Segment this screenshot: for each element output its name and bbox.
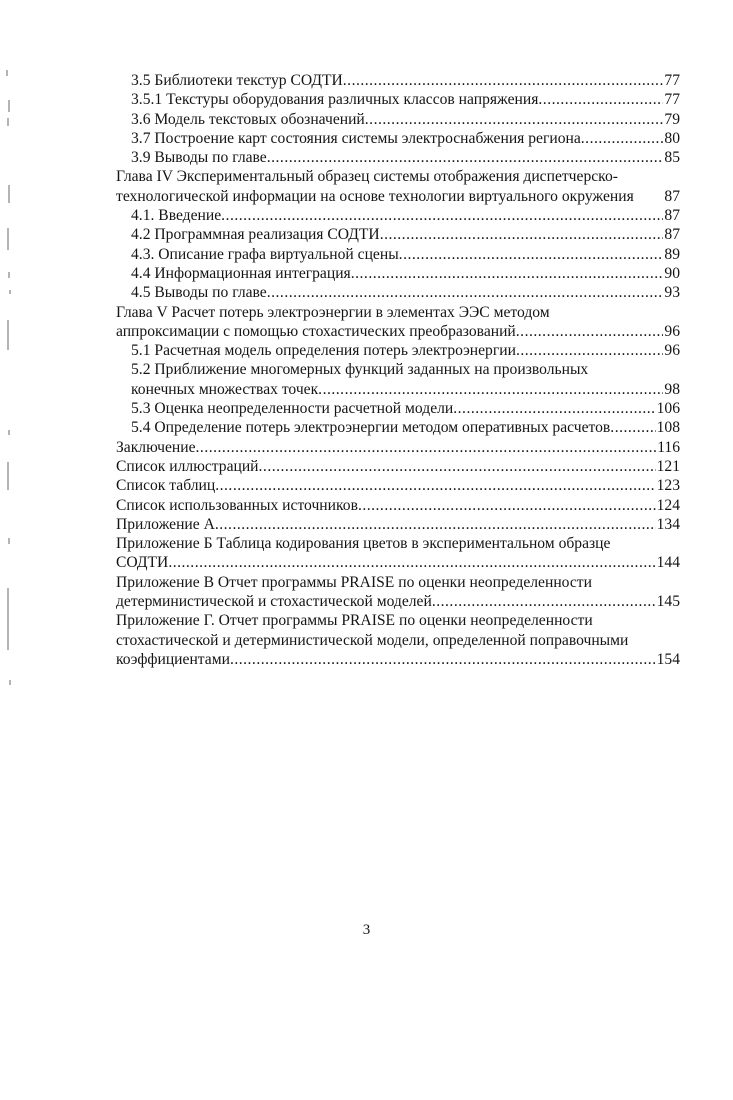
toc-entry (116, 650, 680, 669)
toc-dot-leader (267, 148, 664, 167)
toc-entry (116, 438, 680, 457)
toc-entry-page: 123 (656, 477, 680, 495)
toc-entry-heading: Приложение В Отчет программы PRAISE по оценки неопределенности (116, 573, 592, 591)
toc-entry (116, 592, 680, 611)
toc-entry-page: 87 (664, 226, 680, 244)
toc-entry-page: 87 (664, 207, 680, 225)
toc-entry-page: 96 (664, 322, 680, 340)
toc-dot-leader (221, 206, 663, 225)
toc-dot-leader (343, 71, 664, 90)
toc-dot-leader (267, 283, 664, 302)
toc-entry-page: 87 (664, 187, 680, 205)
toc-entry-title: 4.1. Введение (131, 207, 222, 225)
toc-entry (116, 476, 680, 495)
toc-entry-heading: 5.2 Приближение многомерных функций заданных на произвольных (131, 361, 589, 379)
toc-entry-page: 106 (656, 400, 680, 418)
scan-mark (9, 680, 11, 685)
table-of-contents (116, 71, 680, 669)
toc-entry (116, 129, 680, 148)
toc-entry-title: Список иллюстраций (116, 457, 259, 475)
toc-dot-leader (581, 129, 664, 148)
toc-entry-page: 79 (664, 110, 680, 128)
toc-entry-page: 108 (656, 419, 680, 437)
toc-entry-page: 80 (664, 129, 680, 147)
toc-dot-leader (432, 592, 656, 611)
toc-entry-title: Список таблиц (116, 477, 216, 495)
scan-mark (6, 70, 8, 76)
toc-entry-title: 3.5 Библиотеки текстур СОДТИ (131, 72, 343, 89)
toc-entry-page: 93 (664, 284, 680, 302)
toc-entry-title: 3.7 Построение карт состояния системы электроснабжения региона (131, 129, 581, 147)
toc-entry (116, 457, 680, 476)
scan-mark (8, 272, 10, 278)
toc-entry-heading: Глава IV Экспериментальный образец системы отображения диспетчерско- (116, 168, 618, 186)
toc-entry-title: аппроксимации с помощью стохастических преобразований (116, 322, 516, 340)
toc-entry-page: 116 (657, 438, 680, 456)
toc-entry (116, 553, 680, 572)
toc-entry-heading: Приложение Г. Отчет программы PRAISE по оценки неопределенности (116, 612, 593, 630)
toc-dot-leader (399, 245, 664, 264)
toc-entry-page: 145 (656, 593, 680, 611)
toc-entry (116, 515, 680, 534)
toc-entry-title: Приложение А (116, 515, 215, 533)
toc-dot-leader (230, 650, 656, 669)
toc-entry-title: детерминистической и стохастической моделей (116, 593, 432, 611)
toc-entry (116, 187, 680, 206)
toc-entry-heading: Приложение Б Таблица кодирования цветов в экспериментальном образце (116, 535, 611, 553)
toc-dot-leader (318, 380, 663, 399)
toc-entry (116, 90, 680, 109)
toc-entry-title: 4.2 Программная реализация СОДТИ (131, 226, 380, 244)
toc-entry-title: 5.1 Расчетная модель определения потерь электроэнергии (131, 342, 516, 360)
scan-mark (8, 430, 10, 435)
toc-entry-title: 5.3 Оценка неопределенности расчетной модели (131, 400, 454, 418)
toc-entry (116, 71, 680, 90)
scan-mark (7, 118, 9, 126)
toc-entry-heading: Глава V Расчет потерь электроэнергии в элементах ЭЭС методом (116, 303, 550, 321)
toc-entry-title: 5.4 Определение потерь электроэнергии методом оперативных расчетов (131, 419, 611, 437)
toc-entry-page: 89 (664, 245, 680, 263)
toc-entry-page: 77 (664, 91, 680, 109)
toc-entry (116, 341, 680, 360)
toc-entry (116, 110, 680, 129)
toc-entry (116, 245, 680, 264)
toc-entry-heading: стохастической и детерминистической модели, определенной поправочными (116, 631, 629, 649)
toc-entry (116, 399, 680, 418)
toc-entry-page: 77 (664, 72, 680, 89)
toc-entry-title: 3.9 Выводы по главе (131, 149, 267, 167)
toc-entry-title: 4.3. Описание графа виртуальной сцены (131, 245, 399, 263)
toc-entry (116, 380, 680, 399)
toc-entry-page: 121 (656, 457, 680, 475)
toc-entry (116, 148, 680, 167)
toc-entry (116, 418, 680, 437)
toc-entry-title: Список использованных источников (116, 496, 358, 514)
toc-dot-leader (453, 399, 655, 418)
scan-mark (8, 100, 10, 112)
toc-dot-leader (610, 418, 655, 437)
toc-entry-page: 154 (656, 650, 680, 668)
toc-dot-leader (358, 496, 656, 515)
scan-mark (8, 185, 10, 203)
scan-mark (7, 228, 9, 250)
toc-entry-title: 4.5 Выводы по главе (131, 284, 267, 302)
toc-entry-page: 98 (664, 380, 680, 398)
toc-dot-leader (351, 264, 664, 283)
toc-entry-title: коэффициентами (116, 650, 230, 668)
toc-entry-page: 124 (656, 496, 680, 514)
scan-mark (7, 588, 9, 650)
scan-mark (9, 290, 11, 294)
toc-entry-page: 90 (664, 264, 680, 282)
toc-entry (116, 206, 680, 225)
toc-entry-title: 3.6 Модель текстовых обозначений (131, 110, 365, 128)
toc-entry-title: конечных множествах точек (131, 380, 319, 398)
toc-dot-leader (215, 476, 655, 495)
scan-mark (7, 462, 9, 490)
toc-entry-page: 85 (664, 149, 680, 167)
toc-dot-leader (259, 457, 656, 476)
toc-entry-title: СОДТИ (116, 554, 169, 572)
toc-entry (116, 264, 680, 283)
toc-entry-title: 3.5.1 Текстуры оборудования различных классов напряжения (131, 91, 539, 109)
toc-dot-leader (215, 515, 656, 534)
toc-dot-leader (380, 225, 664, 244)
toc-dot-leader (196, 438, 657, 457)
toc-entry-page: 144 (656, 554, 680, 572)
toc-entry-title: Заключение (116, 438, 196, 456)
scan-mark (7, 320, 9, 350)
toc-entry-title: технологической информации на основе технологии виртуального окружения (116, 187, 634, 205)
toc-entry (116, 322, 680, 341)
toc-entry-page: 134 (656, 515, 680, 533)
page-number: 3 (362, 922, 371, 938)
toc-dot-leader (365, 110, 664, 129)
toc-dot-leader (538, 90, 663, 109)
toc-dot-leader (168, 553, 655, 572)
toc-entry (116, 283, 680, 302)
scan-mark (8, 538, 10, 544)
toc-dot-leader (516, 322, 664, 341)
toc-entry-title: 4.4 Информационная интеграция (131, 264, 351, 282)
toc-entry (116, 496, 680, 515)
toc-entry-page: 96 (664, 342, 680, 360)
toc-entry (116, 225, 680, 244)
toc-dot-leader (516, 341, 663, 360)
